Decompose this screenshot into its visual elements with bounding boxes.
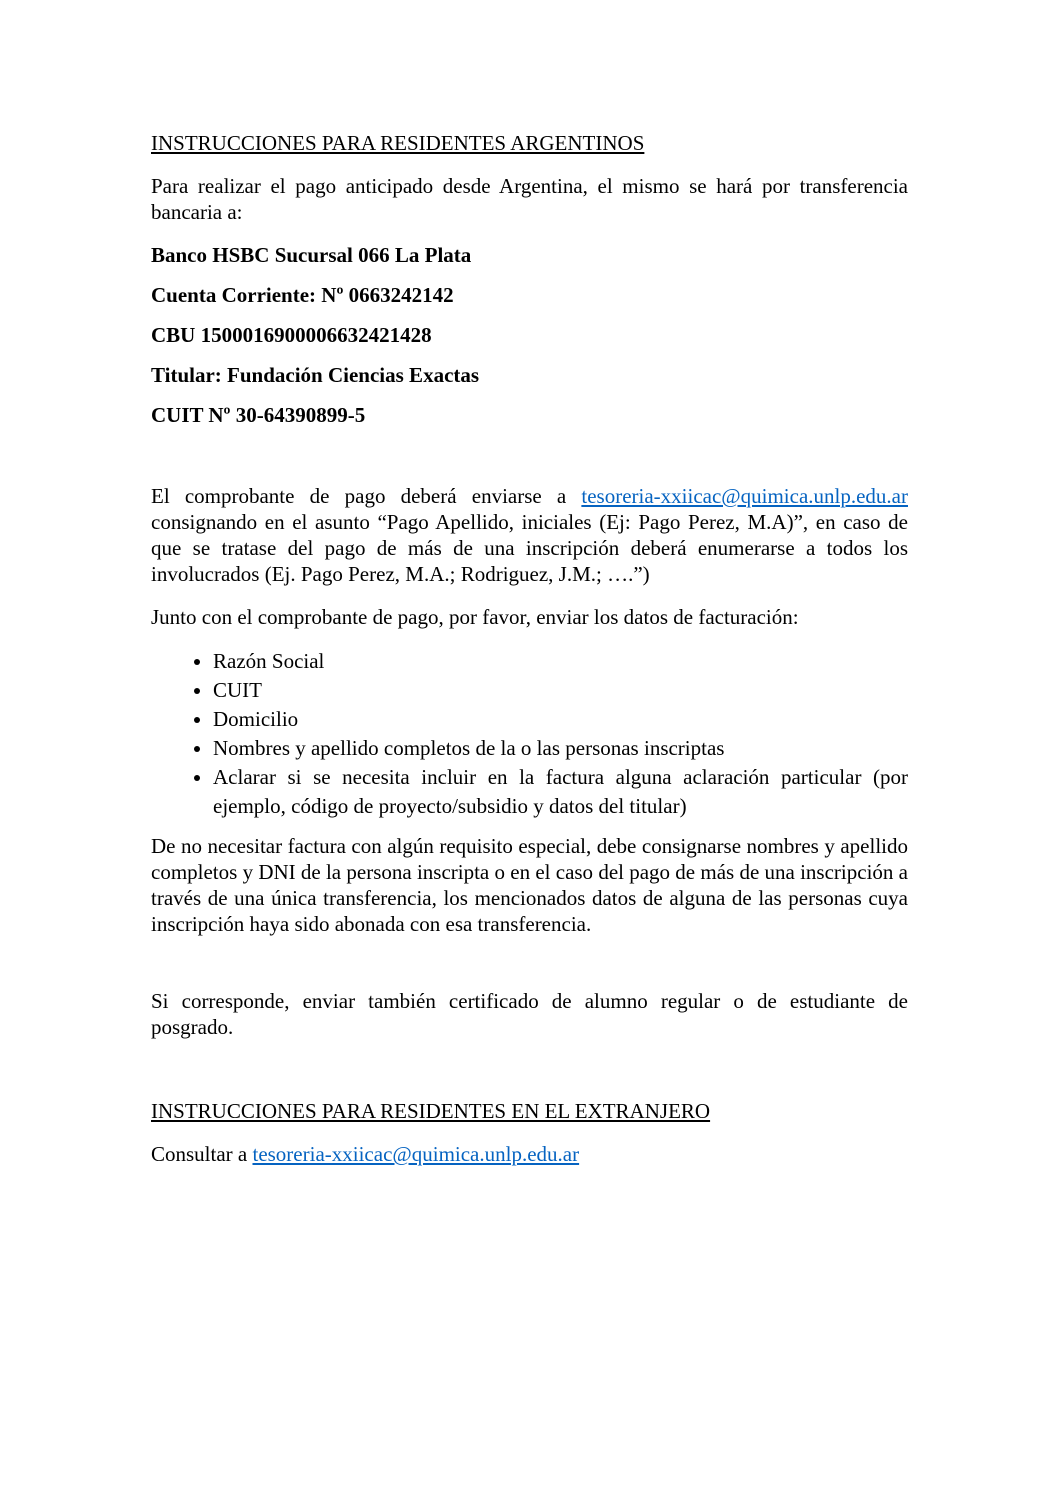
consult-text-before: Consultar a (151, 1142, 253, 1166)
account-holder-line: Titular: Fundación Ciencias Exactas (151, 363, 480, 387)
billing-intro-paragraph: Junto con el comprobante de pago, por favor, enviar los datos de facturación: (151, 605, 799, 629)
treasury-email-link-2[interactable]: tesoreria-xxiicac@quimica.unlp.edu.ar (252, 1142, 580, 1166)
blank-line (151, 1057, 908, 1098)
blank-line (151, 954, 908, 988)
payment-receipt-paragraph (151, 483, 908, 587)
account-number-line: Cuenta Corriente: Nº 0663242142 (151, 283, 454, 307)
bank-name-line: Banco HSBC Sucursal 066 La Plata (151, 243, 472, 267)
list-item-aclaracion: • Aclarar si se necesita incluir en la factura alguna aclaración particular (por ejemplo, código de proyecto/subsidio y datos del titular) (213, 763, 908, 821)
blank-line (151, 442, 908, 483)
consult-paragraph (151, 1141, 908, 1167)
certificate-paragraph: Si corresponde, enviar también certificado de alumno regular o de estudiante de posgrado. (151, 989, 908, 1039)
list-item-cuit: • CUIT (213, 676, 908, 705)
cbu-line: CBU 1500016900006632421428 (151, 323, 432, 347)
list-item-domicilio: • Domicilio (213, 705, 908, 734)
intro-paragraph: Para realizar el pago anticipado desde Argentina, el mismo se hará por transferencia bancaria a: (151, 174, 908, 224)
cuit-line: CUIT Nº 30-64390899-5 (151, 403, 366, 427)
receipt-text-after: consignando en el asunto “Pago Apellido, iniciales (Ej: Pago Perez, M.A)”, en caso de que se tratase del pago de más de una inscripción deberá enumerarse a todos los involucrados (Ej. Pago Perez, M.A.; Rodriguez, J.M.; ….”) (151, 510, 908, 586)
list-item-razon-social: • Razón Social (213, 647, 908, 676)
heading-residentes-argentinos: INSTRUCCIONES PARA RESIDENTES ARGENTINOS (151, 131, 645, 155)
heading-residentes-extranjero: INSTRUCCIONES PARA RESIDENTES EN EL EXTRANJERO (151, 1099, 711, 1123)
billing-data-list (151, 647, 908, 821)
list-item-nombres: • Nombres y apellido completos de la o las personas inscriptas (213, 734, 908, 763)
no-invoice-paragraph: De no necesitar factura con algún requisito especial, debe consignarse nombres y apellido completos y DNI de la persona inscripta o en el caso del pago de más de una inscripción a través de una única transferencia, los mencionados datos de alguna de las personas cuya inscripción haya sido abonada con esa transferencia. (151, 834, 908, 936)
treasury-email-link[interactable]: tesoreria-xxiicac@quimica.unlp.edu.ar (581, 484, 908, 508)
receipt-text-before: El comprobante de pago deberá enviarse a (151, 484, 582, 508)
